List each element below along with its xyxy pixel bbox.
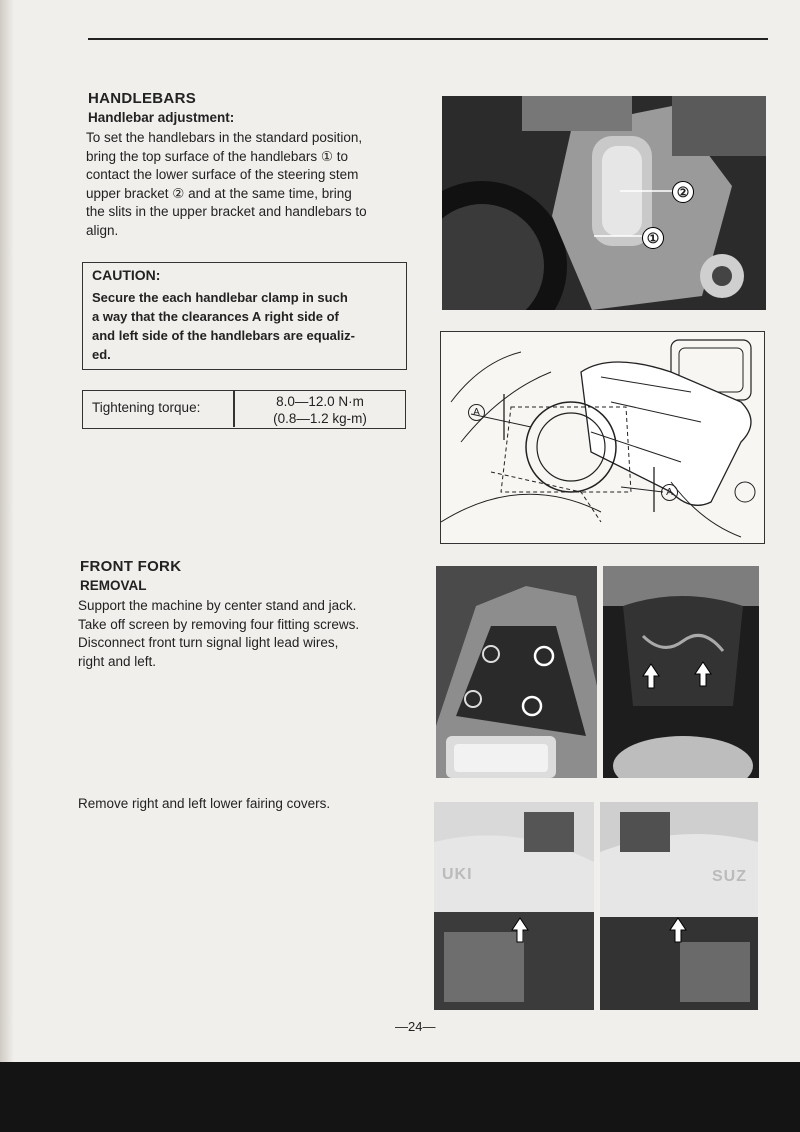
callout-1: ① <box>642 227 664 249</box>
paragraph-line: align. <box>86 222 119 238</box>
caution-line: ed. <box>92 347 111 362</box>
paragraph-line: bring the top surface of the handlebars ① to <box>86 148 349 164</box>
torque-value-nm: 8.0—12.0 N·m <box>276 394 364 409</box>
paragraph-line: Support the machine by center stand and jack. <box>78 598 357 613</box>
right-fairing-photo <box>600 802 758 1010</box>
callout-2: ② <box>672 181 694 203</box>
caution-line: a way that the clearances A right side of <box>92 309 339 324</box>
subsection-title-removal: REMOVAL <box>80 578 147 593</box>
section-title-handlebars: HANDLEBARS <box>88 90 196 107</box>
front-fork-paragraph <box>78 597 408 671</box>
paragraph-line: To set the handlebars in the standard position, <box>86 130 363 145</box>
turn-signal-wires-photo <box>603 566 759 778</box>
torque-value-kgm: (0.8—1.2 kg-m) <box>273 411 367 426</box>
section-title-front-fork: FRONT FORK <box>80 558 182 575</box>
lower-fairing-text: Remove right and left lower fairing covers. <box>78 796 331 811</box>
paragraph-line: Take off screen by removing four fitting screws. <box>78 616 360 632</box>
handlebar-clamp-diagram <box>440 331 765 544</box>
caution-text <box>92 288 392 364</box>
left-fairing-photo <box>434 802 594 1010</box>
page-number: —24— <box>395 1019 436 1034</box>
caution-title: CAUTION: <box>92 267 161 283</box>
paragraph-line: contact the lower surface of the steering stem <box>86 167 359 182</box>
caution-line: Secure the each handlebar clamp in such <box>92 290 348 305</box>
paragraph-line: right and left. <box>78 653 157 669</box>
caution-box <box>82 262 407 370</box>
clearance-callout-a-right: A <box>661 484 678 501</box>
subsection-title-handlebar-adjustment: Handlebar adjustment: <box>88 110 235 125</box>
paragraph-line: the slits in the upper bracket and handlebars to <box>86 204 367 219</box>
handlebar-clamp-photo <box>442 96 766 310</box>
torque-table <box>82 390 406 429</box>
caution-line: and left side of the handlebars are equaliz- <box>92 328 355 343</box>
paragraph-line: upper bracket ② and at the same time, bring <box>86 185 352 201</box>
paragraph-line: Disconnect front turn signal light lead wires, <box>78 635 339 650</box>
screen-removal-photo <box>436 566 597 778</box>
handlebars-paragraph <box>86 129 411 240</box>
brand-lettering-left: UKI <box>442 866 473 883</box>
torque-label: Tightening torque: <box>92 400 201 415</box>
clearance-callout-a-left: A <box>468 404 485 421</box>
top-rule <box>88 38 768 40</box>
page-spine-shadow <box>0 0 14 1062</box>
torque-value <box>235 393 405 427</box>
scan-bottom-edge <box>0 1062 800 1132</box>
brand-lettering-right: SUZ <box>712 868 747 885</box>
